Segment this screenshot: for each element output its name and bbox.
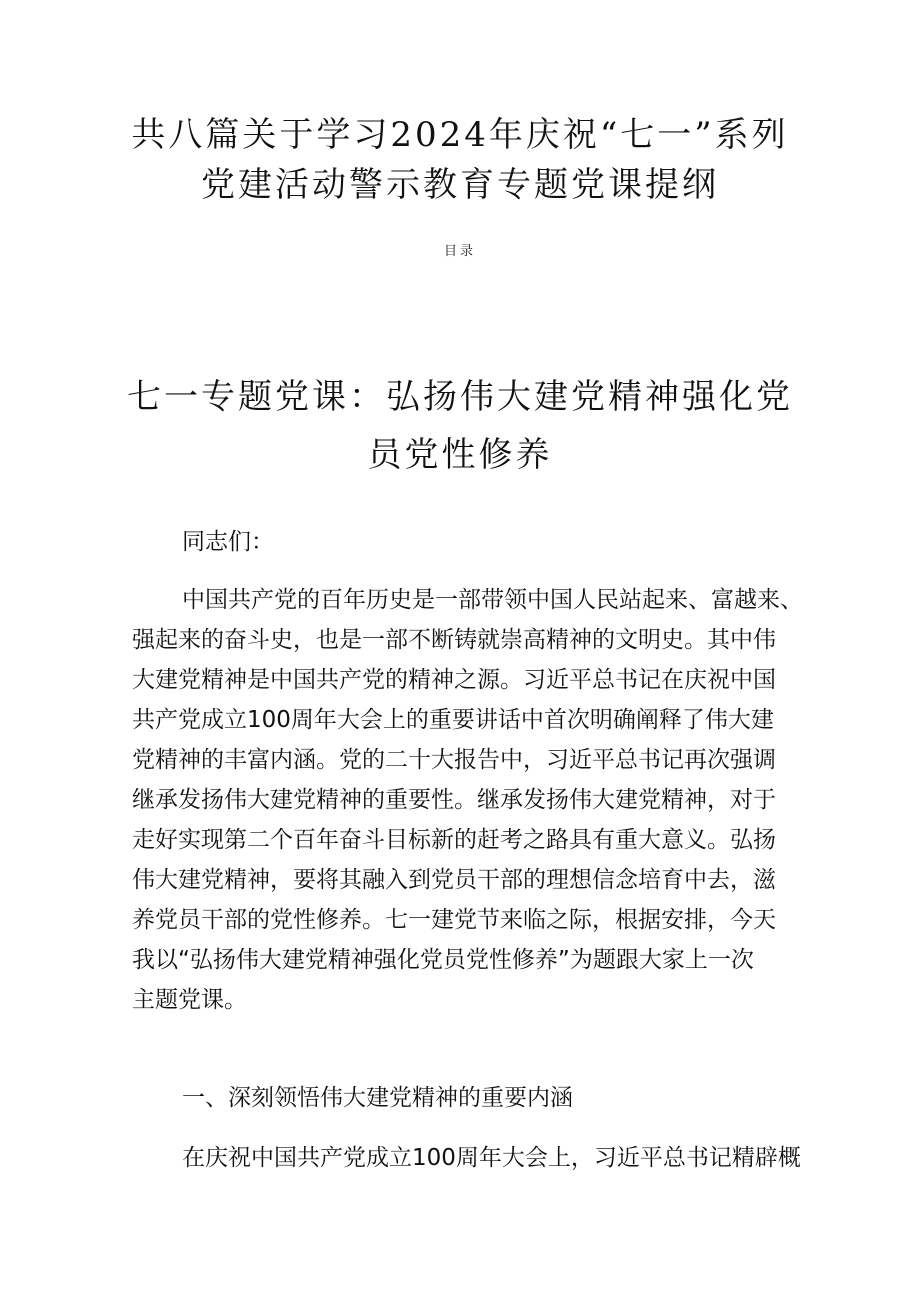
paragraph-1-line: 养党员干部的党性修养。七一建党节来临之际，根据安排，今天 [132, 907, 776, 933]
paragraph-2 [132, 1138, 801, 1178]
toc-label: 目录 [443, 244, 476, 259]
paragraph-1-line: 强起来的奋斗史，也是一部不断铸就崇高精神的文明史。其中伟 [132, 627, 776, 653]
document-title-line-1: 共八篇关于学习2024年庆祝“七一”系列 [131, 115, 789, 155]
paragraph-1-line: 大建党精神是中国共产党的精神之源。习近平总书记在庆祝中国 [132, 667, 776, 693]
paragraph-1-line: 伟大建党精神，要将其融入到党员干部的理想信念培育中去，滋 [132, 867, 776, 893]
paragraph-1-line: 继承发扬伟大建党精神的重要性。继承发扬伟大建党精神，对于 [132, 787, 776, 813]
lesson-title-line-1: 七一专题党课：弘扬伟大建党精神强化党 [127, 377, 793, 417]
paragraph-1-line: 我以“弘扬伟大建党精神强化党员党性修养”为题跟大家上一次 [132, 947, 754, 973]
paragraph-1-line: 走好实现第二个百年奋斗目标新的赶考之路具有重大意义。弘扬 [132, 827, 776, 853]
paragraph-1-line: 党精神的丰富内涵。党的二十大报告中，习近平总书记再次强调 [132, 747, 776, 773]
paragraph-1-line: 中国共产党的百年历史是一部带领中国人民站起来、富越来、 [182, 587, 803, 613]
paragraph-2-line: 在庆祝中国共产党成立100周年大会上，习近平总书记精辟概 [182, 1145, 801, 1171]
section-1-heading: 一、深刻领悟伟大建党精神的重要内涵 [182, 1085, 573, 1111]
paragraph-1-line: 主题党课。 [132, 987, 247, 1013]
document-title-line-2: 党建活动警示教育专题党课提纲 [201, 165, 719, 205]
lesson-title-line-2: 员党性修养 [367, 435, 553, 475]
paragraph-1-line: 共产党成立100周年大会上的重要讲话中首次明确阐释了伟大建 [132, 707, 774, 733]
paragraph-1 [132, 580, 803, 1020]
greeting: 同志们： [182, 529, 274, 555]
